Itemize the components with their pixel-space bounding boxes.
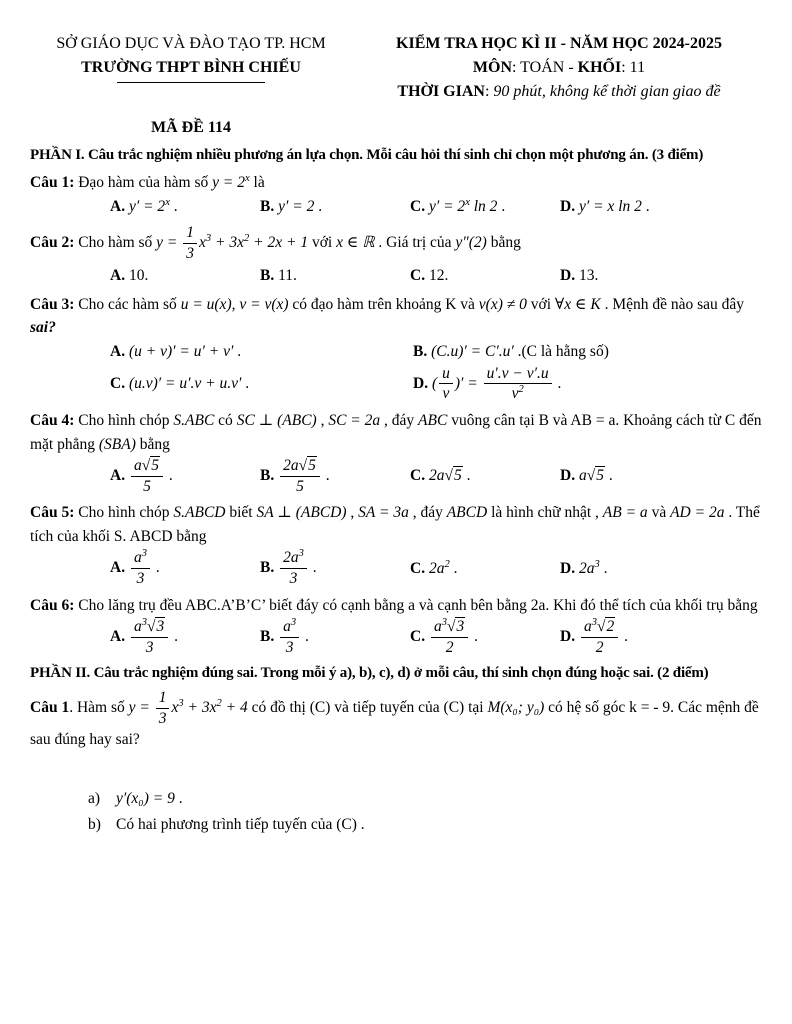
option-d bbox=[560, 557, 607, 580]
option-a bbox=[110, 457, 260, 496]
option-letter: A. bbox=[110, 627, 126, 645]
question-label: Câu 5: bbox=[30, 504, 75, 522]
option-b bbox=[260, 457, 410, 496]
option-letter: A. bbox=[110, 197, 126, 215]
question-5 bbox=[30, 501, 766, 587]
option-text: $2a^2$ . bbox=[428, 558, 458, 577]
exam-header bbox=[30, 32, 766, 104]
option-letter: A. bbox=[110, 466, 126, 484]
grade-value: : 11 bbox=[621, 59, 646, 76]
option-b bbox=[260, 618, 410, 657]
option-letter: A. bbox=[110, 343, 126, 361]
option-letter: B. bbox=[260, 197, 275, 215]
item-marker: a) bbox=[88, 789, 101, 807]
question-label: Câu 1: bbox=[30, 173, 75, 191]
grade-label: KHỐI bbox=[577, 59, 622, 76]
item-a bbox=[88, 787, 766, 810]
option-text: $y' = 2^x$ ln 2 . bbox=[428, 196, 506, 215]
question-5-options bbox=[110, 549, 766, 588]
question-5-body bbox=[30, 501, 766, 548]
question-6-body bbox=[30, 594, 766, 617]
option-letter: C. bbox=[110, 375, 126, 393]
header-right-block bbox=[352, 32, 766, 104]
question-2 bbox=[30, 224, 766, 287]
question-label: Câu 4: bbox=[30, 412, 75, 430]
item-text: y′(x₀) = 9 . bbox=[116, 789, 183, 807]
option-text: $\frac{a^3}{3}$ . bbox=[129, 559, 160, 576]
option-a bbox=[110, 618, 260, 657]
option-letter: B. bbox=[413, 343, 428, 361]
part2-question-1-body bbox=[30, 689, 766, 751]
option-text: 11. bbox=[278, 266, 297, 284]
question-text: Cho lăng trụ đều ABC.A’B’C’ biết đáy có cạnh bằng a và cạnh bên bằng 2a. Khi đó thể tích của khối trụ bằng bbox=[78, 596, 758, 614]
exam-title: KIỂM TRA HỌC KÌ II - NĂM HỌC 2024-2025 bbox=[396, 35, 722, 52]
question-1-options bbox=[110, 195, 766, 218]
subject-value: : TOÁN - bbox=[512, 59, 578, 76]
question-4-options bbox=[110, 457, 766, 496]
part2-question-1 bbox=[30, 689, 766, 836]
option-text: $y' = 2^x$ . bbox=[128, 196, 178, 215]
option-a bbox=[110, 340, 413, 363]
question-4-body bbox=[30, 409, 766, 456]
option-text: $2a^3$ . bbox=[578, 558, 608, 577]
option-letter: A. bbox=[110, 558, 126, 576]
option-text: 10. bbox=[128, 266, 149, 284]
option-d bbox=[560, 195, 650, 218]
option-d bbox=[560, 264, 598, 287]
time-value: 90 phút, không kể thời gian giao đề bbox=[493, 83, 721, 100]
option-text: 13. bbox=[578, 266, 599, 284]
option-c bbox=[410, 464, 560, 487]
question-1 bbox=[30, 171, 766, 219]
part2-heading: PHẦN II. Câu trắc nghiệm đúng sai. Trong mỗi ý a), b), c), d) ở mỗi câu, thí sinh chọn đúng hoặc sai. (2 điểm) bbox=[30, 665, 709, 682]
option-b bbox=[260, 195, 410, 218]
question-label: Câu 3: bbox=[30, 295, 75, 313]
option-c bbox=[110, 372, 413, 395]
time-label: THỜI GIAN bbox=[397, 83, 485, 100]
option-text: a√5 . bbox=[578, 467, 613, 485]
option-text: $\frac{2a√5}{5}$ . bbox=[278, 467, 330, 484]
item-b bbox=[88, 813, 766, 836]
option-b bbox=[260, 549, 410, 588]
option-c bbox=[410, 264, 560, 287]
question-4 bbox=[30, 409, 766, 495]
option-letter: B. bbox=[260, 266, 275, 284]
item-text: Có hai phương trình tiếp tuyến của (C) . bbox=[116, 816, 365, 833]
option-letter: B. bbox=[260, 627, 275, 645]
option-letter: C. bbox=[410, 559, 426, 577]
option-text: y′ = x ln 2 . bbox=[578, 197, 650, 215]
option-text: ( $\frac{u}{v}$ )′ = $\frac{u'.v - v'.u}{v^2}$ . bbox=[431, 364, 562, 403]
option-text: 2a√5 . bbox=[428, 467, 471, 485]
exam-code: MÃ ĐỀ 114 bbox=[151, 119, 231, 136]
option-letter: D. bbox=[560, 627, 576, 645]
part2-question-1-items bbox=[88, 787, 766, 837]
option-text: $\frac{a^3}{3}$ . bbox=[278, 628, 309, 645]
option-text: $\frac{a^3√3}{2}$ . bbox=[429, 628, 478, 645]
question-text: Đạo hàm của hàm số $y = 2^x$ là bbox=[78, 172, 265, 191]
option-text: $\frac{a√5}{5}$ . bbox=[129, 467, 173, 484]
option-text: y′ = 2 . bbox=[278, 197, 323, 215]
option-letter: A. bbox=[110, 266, 126, 284]
item-marker: b) bbox=[88, 816, 101, 833]
department-name: SỞ GIÁO DỤC VÀ ĐÀO TẠO TP. HCM bbox=[56, 35, 326, 52]
time-line bbox=[352, 80, 766, 104]
school-name: TRƯỜNG THPT BÌNH CHIẾU bbox=[81, 59, 301, 76]
option-letter: D. bbox=[560, 559, 576, 577]
part1-heading: PHẦN I. Câu trắc nghiệm nhiều phương án lựa chọn. Mỗi câu hỏi thí sinh chỉ chọn một phương án. (3 điểm) bbox=[30, 147, 704, 163]
question-text: Cho hình chóp S.ABCD biết SA ⊥ (ABCD) , SA = 3a , đáy ABCD là hình chữ nhật , AB = a và AD = 2a . Thể tích của khối S. ABCD bằng bbox=[30, 504, 760, 545]
question-label: Câu 2: bbox=[30, 233, 75, 251]
question-label: Câu 6: bbox=[30, 596, 75, 614]
question-3-options-row2 bbox=[110, 365, 766, 404]
subject-line bbox=[352, 56, 766, 80]
option-d bbox=[560, 618, 628, 657]
question-6 bbox=[30, 594, 766, 657]
option-letter: D. bbox=[560, 467, 576, 485]
option-d bbox=[413, 365, 716, 404]
header-rule bbox=[117, 82, 265, 83]
option-text: $\frac{a^3√2}{2}$ . bbox=[579, 628, 628, 645]
option-letter: C. bbox=[410, 627, 426, 645]
question-text: Cho các hàm số u = u(x), v = v(x) có đạo hàm trên khoảng K và v(x) ≠ 0 với ∀x ∈ K . Mệnh đề nào sau đây sai? bbox=[30, 295, 745, 337]
option-a bbox=[110, 264, 260, 287]
question-text: Cho hình chóp S.ABC có SC ⊥ (ABC) , SC = 2a , đáy ABC vuông cân tại B và AB = a. Khoảng cách từ C đến mặt phẳng (SBA) bằng bbox=[30, 412, 762, 453]
option-letter: B. bbox=[260, 466, 275, 484]
option-text: $\frac{a^3√3}{3}$ . bbox=[129, 628, 178, 645]
question-text: Cho hàm số y = $\frac{1}{3}$ $x^3 + 3x^2 + 2x + 1$ với x ∈ ℝ . Giá trị của y″(2) bằng bbox=[78, 224, 521, 262]
header-left-block bbox=[30, 32, 352, 104]
question-2-body bbox=[30, 224, 766, 263]
question-text: . Hàm số y = $\frac{1}{3}$ $x^3 + 3x^2 + 4$ có đồ thị (C) và tiếp tuyến của (C) tại M(x₀; y₀) có hệ số góc k = - 9. Các mệnh đề sau đúng hay sai? bbox=[30, 688, 759, 748]
option-c bbox=[410, 618, 560, 657]
subject-label: MÔN bbox=[472, 59, 513, 76]
question-2-options bbox=[110, 264, 766, 287]
question-3-body bbox=[30, 293, 766, 340]
question-3 bbox=[30, 293, 766, 403]
option-d bbox=[560, 464, 613, 487]
option-letter: D. bbox=[560, 197, 576, 215]
option-b bbox=[413, 340, 716, 363]
option-text: (u + v)′ = u′ + v′ . bbox=[128, 343, 242, 361]
option-letter: C. bbox=[410, 197, 426, 215]
option-text: (C.u)′ = C′.u′ .(C là hằng số) bbox=[431, 343, 609, 361]
option-a bbox=[110, 195, 260, 218]
option-a bbox=[110, 549, 260, 588]
option-c bbox=[410, 557, 560, 580]
option-letter: D. bbox=[560, 266, 576, 284]
time-separator: : bbox=[484, 83, 494, 100]
question-1-body bbox=[30, 171, 766, 194]
question-6-options bbox=[110, 618, 766, 657]
option-letter: C. bbox=[410, 266, 426, 284]
option-letter: D. bbox=[413, 374, 429, 392]
option-letter: B. bbox=[260, 558, 275, 576]
option-text: $\frac{2a^3}{3}$ . bbox=[278, 559, 317, 576]
option-text: (u.v)′ = u′.v + u.v′ . bbox=[128, 375, 250, 393]
option-c bbox=[410, 195, 560, 218]
option-text: 12. bbox=[428, 266, 449, 284]
question-3-options-row1 bbox=[110, 340, 766, 363]
option-letter: C. bbox=[410, 467, 426, 485]
question-label: Câu 1 bbox=[30, 698, 70, 716]
option-b bbox=[260, 264, 410, 287]
